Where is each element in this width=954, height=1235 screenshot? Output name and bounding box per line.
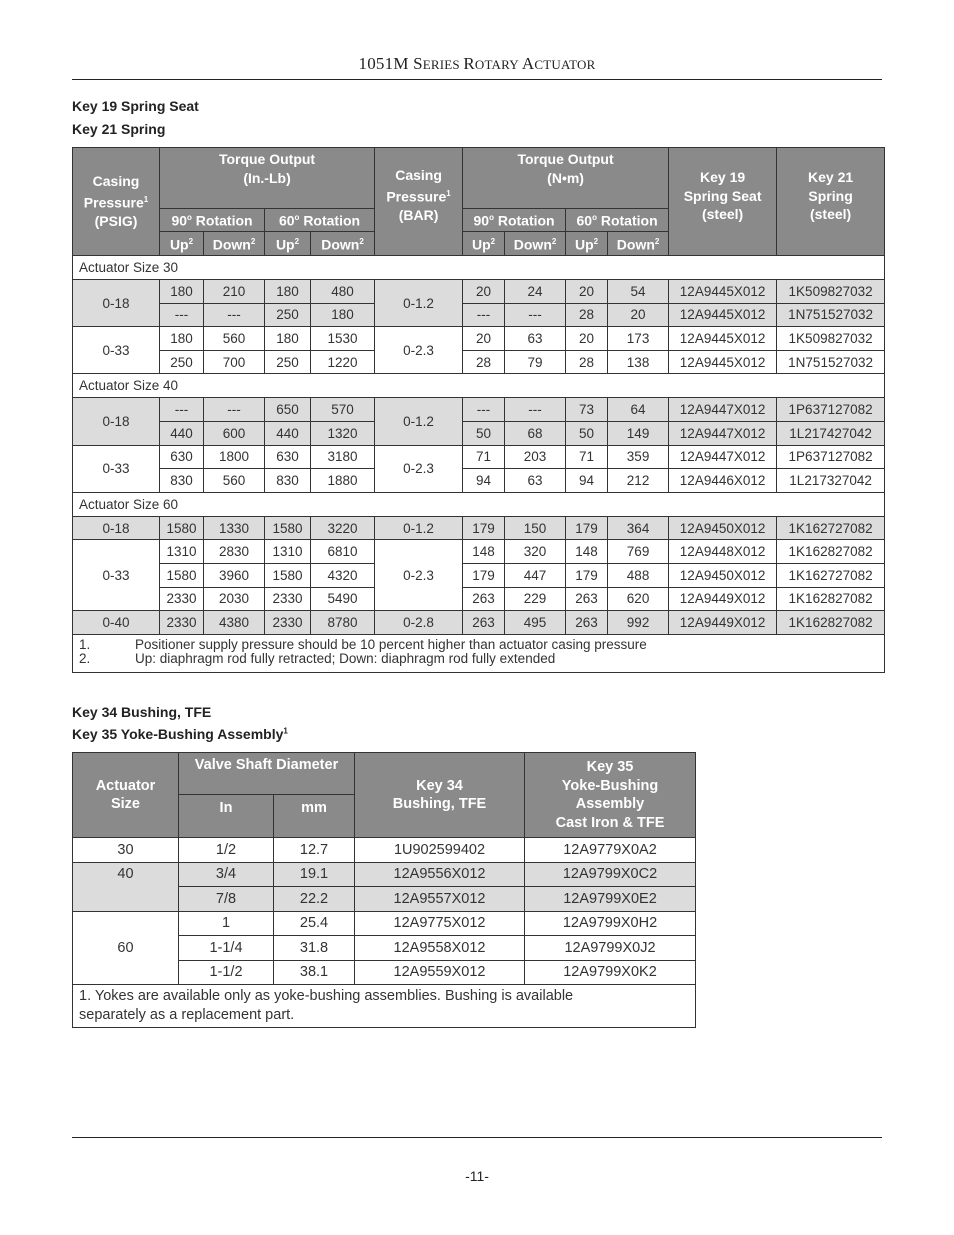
cell-torque-inlb: 4320 (311, 563, 375, 587)
cell-torque-nm: 20 (463, 327, 505, 351)
col-header-key35: Key 35 Yoke-Bushing Assembly Cast Iron & TFE (525, 753, 696, 838)
cell-torque-nm: 20 (463, 280, 505, 304)
cell-torque-nm: 179 (566, 516, 608, 540)
cell-key21: 1L217427042 (777, 421, 885, 445)
cell-torque-inlb: 830 (160, 469, 204, 493)
cell-casing-psig: 0-33 (73, 445, 160, 492)
cell-in: 1 (179, 911, 274, 936)
cell-torque-nm: 148 (463, 540, 505, 564)
cell-torque-nm: 263 (566, 611, 608, 635)
cell-torque-inlb: 1580 (160, 563, 204, 587)
cell-torque-inlb: 1580 (265, 563, 311, 587)
cell-torque-inlb: 1310 (265, 540, 311, 564)
cell-torque-inlb: 440 (265, 421, 311, 445)
cell-torque-nm: 73 (566, 398, 608, 422)
cell-key19: 12A9446X012 (669, 469, 777, 493)
cell-torque-inlb: 700 (204, 350, 265, 374)
cell-torque-inlb: 250 (265, 303, 311, 327)
cell-torque-inlb: 180 (160, 327, 204, 351)
cell-torque-inlb: 180 (265, 327, 311, 351)
cell-torque-inlb: 2330 (265, 587, 311, 611)
table-row (73, 469, 885, 493)
col-header-in: In (179, 795, 274, 838)
cell-key19: 12A9449X012 (669, 611, 777, 635)
cell-casing-bar: 0-1.2 (375, 516, 463, 540)
cell-torque-inlb: 1330 (204, 516, 265, 540)
cell-mm: 22.2 (274, 887, 355, 912)
cell-key35: 12A9799X0K2 (525, 960, 696, 985)
cell-torque-nm: 20 (566, 280, 608, 304)
cell-torque-inlb: 1320 (311, 421, 375, 445)
table-row (73, 540, 885, 564)
cell-in: 1/2 (179, 838, 274, 863)
cell-actuator-size: 30 (73, 838, 179, 863)
cell-key21: 1K162727082 (777, 516, 885, 540)
cell-key21: 1P637127082 (777, 445, 885, 469)
table-row (73, 327, 885, 351)
cell-torque-inlb: 2330 (265, 611, 311, 635)
cell-key35: 12A9779X0A2 (525, 838, 696, 863)
cell-torque-nm: 488 (608, 563, 669, 587)
cell-torque-inlb: 180 (311, 303, 375, 327)
cell-torque-inlb: --- (160, 398, 204, 422)
cell-key21: 1K162827082 (777, 540, 885, 564)
cell-torque-inlb: 600 (204, 421, 265, 445)
cell-torque-inlb: 1580 (265, 516, 311, 540)
cell-torque-inlb: --- (160, 303, 204, 327)
group-caption: Actuator Size 30 (73, 256, 885, 280)
col-header-up: Up$^2$ (463, 232, 505, 256)
cell-torque-nm: 769 (608, 540, 669, 564)
col-header-up: Up$^2$ (566, 232, 608, 256)
cell-torque-nm: 263 (463, 611, 505, 635)
col-header-torque-nm: Torque Output (N•m) (463, 148, 669, 209)
cell-torque-inlb: 1220 (311, 350, 375, 374)
cell-torque-nm: 71 (566, 445, 608, 469)
cell-key21: 1K162827082 (777, 611, 885, 635)
cell-key21: 1K162827082 (777, 587, 885, 611)
col-header-90-rotation: 90$^o$ Rotation (463, 209, 566, 232)
cell-torque-nm: 173 (608, 327, 669, 351)
table-row (73, 303, 885, 327)
col-header-up: Up$^2$ (160, 232, 204, 256)
cell-casing-bar: 0-2.3 (375, 445, 463, 492)
cell-key21: 1K162727082 (777, 563, 885, 587)
col-header-down: Down$^2$ (608, 232, 669, 256)
cell-mm: 31.8 (274, 936, 355, 961)
cell-torque-nm: 179 (463, 563, 505, 587)
cell-mm: 19.1 (274, 862, 355, 887)
cell-casing-psig: 0-33 (73, 327, 160, 374)
cell-torque-nm: 179 (463, 516, 505, 540)
cell-torque-nm: 20 (608, 303, 669, 327)
col-header-60-rotation: 60$^o$ Rotation (566, 209, 669, 232)
cell-torque-inlb: 250 (265, 350, 311, 374)
cell-casing-psig: 0-33 (73, 540, 160, 611)
cell-torque-nm: 620 (608, 587, 669, 611)
cell-torque-inlb: 8780 (311, 611, 375, 635)
cell-casing-psig: 0-18 (73, 398, 160, 445)
cell-torque-nm: 28 (463, 350, 505, 374)
col-header-key34: Key 34 Bushing, TFE (355, 753, 525, 838)
cell-key35: 12A9799X0H2 (525, 911, 696, 936)
cell-casing-bar: 0-1.2 (375, 398, 463, 445)
cell-torque-inlb: 650 (265, 398, 311, 422)
cell-torque-nm: 179 (566, 563, 608, 587)
cell-torque-nm: 71 (463, 445, 505, 469)
cell-torque-inlb: 3960 (204, 563, 265, 587)
cell-torque-inlb: --- (204, 398, 265, 422)
col-header-up: Up$^2$ (265, 232, 311, 256)
cell-casing-psig: 0-18 (73, 516, 160, 540)
cell-torque-nm: --- (463, 398, 505, 422)
cell-torque-nm: 150 (505, 516, 566, 540)
cell-torque-nm: 992 (608, 611, 669, 635)
cell-key35: 12A9799X0E2 (525, 887, 696, 912)
table-row (73, 563, 885, 587)
cell-torque-nm: 24 (505, 280, 566, 304)
section-heading: Key 21 Spring (72, 121, 166, 137)
cell-torque-inlb: 5490 (311, 587, 375, 611)
cell-torque-nm: 138 (608, 350, 669, 374)
table-row (73, 587, 885, 611)
cell-torque-inlb: 630 (160, 445, 204, 469)
page-title: 1051M SERIES ROTARY ACTUATOR (358, 54, 596, 73)
cell-torque-nm: 447 (505, 563, 566, 587)
header-rule (72, 79, 882, 80)
cell-key21: 1P637127082 (777, 398, 885, 422)
cell-torque-inlb: 2030 (204, 587, 265, 611)
col-header-key19: Key 19 Spring Seat (steel) (669, 148, 777, 256)
cell-key34: 12A9775X012 (355, 911, 525, 936)
cell-torque-nm: 63 (505, 469, 566, 493)
cell-key21: 1L217327042 (777, 469, 885, 493)
table-row (73, 516, 885, 540)
cell-torque-inlb: 1310 (160, 540, 204, 564)
cell-key19: 12A9450X012 (669, 516, 777, 540)
section-heading: Key 35 Yoke-Bushing Assembly$^1$ (72, 726, 288, 742)
col-header-mm: mm (274, 795, 355, 838)
cell-torque-nm: 364 (608, 516, 669, 540)
cell-torque-inlb: 6810 (311, 540, 375, 564)
table-row (73, 398, 885, 422)
cell-torque-nm: 149 (608, 421, 669, 445)
table-notes: 1. Positioner supply pressure should be 10 percent higher than actuator casing pressure 2. Up: diaphragm rod fully retracted; Down: diaphragm rod fully extended (73, 634, 885, 672)
col-header-down: Down$^2$ (204, 232, 265, 256)
bushing-table (72, 752, 696, 1028)
cell-mm: 38.1 (274, 960, 355, 985)
cell-casing-bar: 0-1.2 (375, 280, 463, 327)
cell-torque-nm: 320 (505, 540, 566, 564)
section-heading: Key 19 Spring Seat (72, 98, 199, 114)
cell-torque-inlb: 480 (311, 280, 375, 304)
cell-torque-nm: 229 (505, 587, 566, 611)
cell-torque-inlb: 830 (265, 469, 311, 493)
table-row (73, 280, 885, 304)
cell-torque-nm: 203 (505, 445, 566, 469)
section-heading: Key 34 Bushing, TFE (72, 704, 212, 720)
col-header-90-rotation: 90$^o$ Rotation (160, 209, 265, 232)
cell-key21: 1N751527032 (777, 350, 885, 374)
cell-casing-bar: 0-2.3 (375, 540, 463, 611)
cell-torque-nm: 148 (566, 540, 608, 564)
cell-mm: 25.4 (274, 911, 355, 936)
cell-torque-inlb: 630 (265, 445, 311, 469)
cell-torque-nm: 50 (566, 421, 608, 445)
cell-torque-nm: 28 (566, 350, 608, 374)
cell-key34: 12A9559X012 (355, 960, 525, 985)
cell-torque-nm: 68 (505, 421, 566, 445)
cell-torque-nm: 263 (566, 587, 608, 611)
table-footnote: 1. Yokes are available only as yoke-bushing assemblies. Bushing is available separately as a replacement part. (73, 985, 696, 1028)
col-header-torque-inlb: Torque Output (In.-Lb) (160, 148, 375, 209)
cell-torque-nm: 359 (608, 445, 669, 469)
cell-key35: 12A9799X0J2 (525, 936, 696, 961)
cell-torque-inlb: 180 (265, 280, 311, 304)
cell-torque-inlb: --- (204, 303, 265, 327)
cell-actuator-size: 40 (73, 862, 179, 911)
table-row (73, 421, 885, 445)
cell-torque-nm: 54 (608, 280, 669, 304)
col-header-casing-bar: Casing Pressure$^1$ (BAR) (375, 148, 463, 256)
cell-torque-nm: 263 (463, 587, 505, 611)
cell-casing-bar: 0-2.3 (375, 327, 463, 374)
cell-key19: 12A9447X012 (669, 398, 777, 422)
cell-key21: 1N751527032 (777, 303, 885, 327)
cell-actuator-size: 60 (73, 911, 179, 985)
cell-torque-inlb: 2830 (204, 540, 265, 564)
cell-key34: 12A9557X012 (355, 887, 525, 912)
cell-torque-nm: 63 (505, 327, 566, 351)
cell-torque-inlb: 560 (204, 327, 265, 351)
cell-torque-inlb: 440 (160, 421, 204, 445)
cell-torque-inlb: 250 (160, 350, 204, 374)
group-caption: Actuator Size 60 (73, 492, 885, 516)
col-header-down: Down$^2$ (505, 232, 566, 256)
col-header-down: Down$^2$ (311, 232, 375, 256)
cell-torque-nm: --- (505, 303, 566, 327)
cell-key34: 12A9558X012 (355, 936, 525, 961)
col-header-shaft-diameter: Valve Shaft Diameter (179, 753, 355, 795)
cell-in: 1-1/4 (179, 936, 274, 961)
cell-torque-nm: 20 (566, 327, 608, 351)
cell-torque-nm: --- (505, 398, 566, 422)
cell-casing-psig: 0-18 (73, 280, 160, 327)
cell-torque-nm: 28 (566, 303, 608, 327)
cell-key19: 12A9447X012 (669, 445, 777, 469)
cell-torque-nm: 50 (463, 421, 505, 445)
table-row (73, 911, 696, 936)
cell-torque-nm: 212 (608, 469, 669, 493)
cell-torque-inlb: 3220 (311, 516, 375, 540)
footer-rule (72, 1137, 882, 1138)
cell-casing-bar: 0-2.8 (375, 611, 463, 635)
table-row (73, 862, 696, 887)
cell-torque-inlb: 3180 (311, 445, 375, 469)
cell-key19: 12A9445X012 (669, 327, 777, 351)
cell-torque-nm: --- (463, 303, 505, 327)
col-header-key21: Key 21 Spring (steel) (777, 148, 885, 256)
cell-torque-inlb: 2330 (160, 611, 204, 635)
spring-table (72, 147, 885, 673)
cell-key19: 12A9449X012 (669, 587, 777, 611)
cell-in: 1-1/2 (179, 960, 274, 985)
cell-torque-inlb: 1530 (311, 327, 375, 351)
cell-key21: 1K509827032 (777, 280, 885, 304)
table-row (73, 838, 696, 863)
cell-mm: 12.7 (274, 838, 355, 863)
cell-torque-nm: 79 (505, 350, 566, 374)
cell-key21: 1K509827032 (777, 327, 885, 351)
cell-key19: 12A9447X012 (669, 421, 777, 445)
col-header-60-rotation: 60$^o$ Rotation (265, 209, 375, 232)
cell-in: 3/4 (179, 862, 274, 887)
cell-casing-psig: 0-40 (73, 611, 160, 635)
table-row (73, 611, 885, 635)
col-header-actuator-size: Actuator Size (73, 753, 179, 838)
cell-key19: 12A9445X012 (669, 303, 777, 327)
cell-torque-inlb: 180 (160, 280, 204, 304)
cell-torque-inlb: 2330 (160, 587, 204, 611)
cell-torque-inlb: 1880 (311, 469, 375, 493)
cell-key34: 12A9556X012 (355, 862, 525, 887)
cell-key35: 12A9799X0C2 (525, 862, 696, 887)
cell-torque-nm: 94 (566, 469, 608, 493)
cell-torque-nm: 94 (463, 469, 505, 493)
table-row (73, 350, 885, 374)
table-row (73, 445, 885, 469)
cell-key19: 12A9445X012 (669, 350, 777, 374)
cell-in: 7/8 (179, 887, 274, 912)
cell-torque-nm: 495 (505, 611, 566, 635)
cell-torque-inlb: 560 (204, 469, 265, 493)
cell-torque-inlb: 1800 (204, 445, 265, 469)
cell-key19: 12A9450X012 (669, 563, 777, 587)
cell-torque-inlb: 1580 (160, 516, 204, 540)
cell-torque-inlb: 4380 (204, 611, 265, 635)
cell-key19: 12A9448X012 (669, 540, 777, 564)
cell-key19: 12A9445X012 (669, 280, 777, 304)
cell-key34: 1U902599402 (355, 838, 525, 863)
col-header-casing-psig: Casing Pressure$^1$ (PSIG) (73, 148, 160, 256)
cell-torque-inlb: 570 (311, 398, 375, 422)
page-number: -11- (465, 1168, 489, 1184)
group-caption: Actuator Size 40 (73, 374, 885, 398)
cell-torque-nm: 64 (608, 398, 669, 422)
cell-torque-inlb: 210 (204, 280, 265, 304)
